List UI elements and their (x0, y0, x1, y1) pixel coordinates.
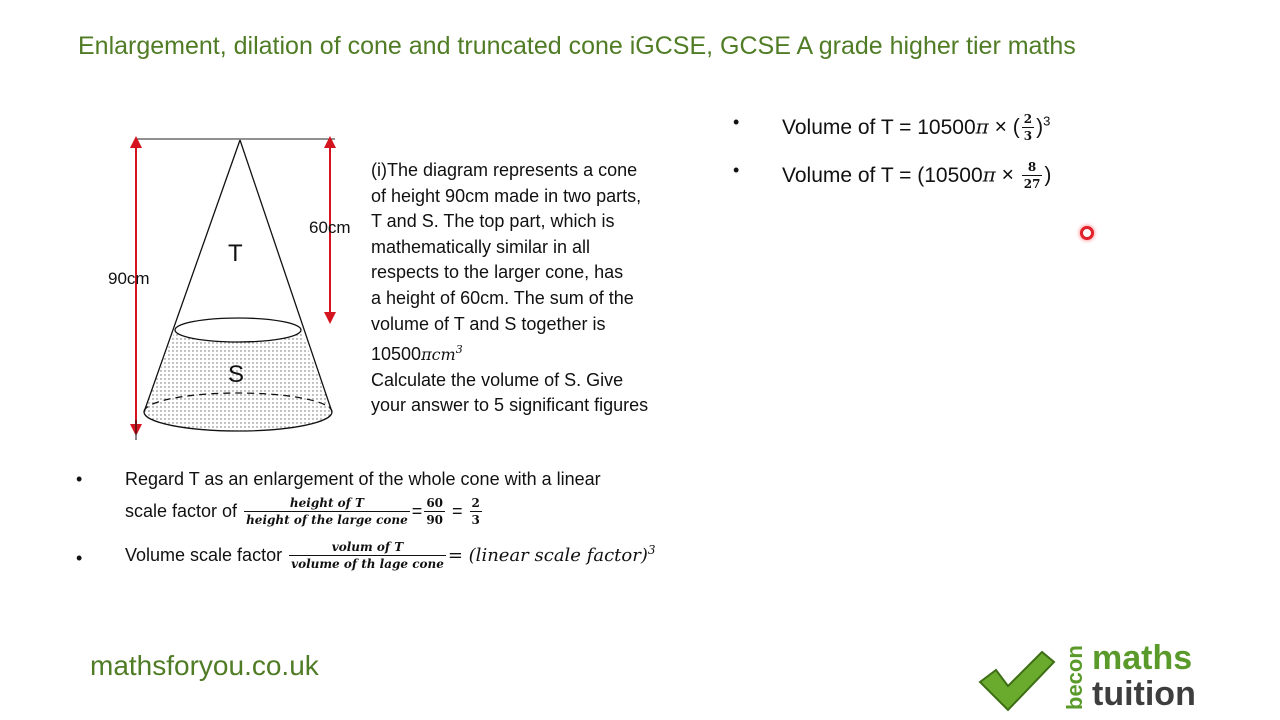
brand-maths: maths (1092, 639, 1193, 677)
working-line-1 (733, 112, 1050, 144)
bullet-dot: • (733, 112, 740, 132)
bullet-line: Regard T as an enlargement of the whole cone with a linear (125, 469, 601, 489)
fraction-denominator: 3 (1023, 129, 1033, 143)
cone-diagram (100, 130, 360, 445)
bullet-linear-scale (76, 469, 736, 528)
equals-sign: = (447, 500, 468, 521)
pi-symbol: π (982, 162, 996, 187)
bullet-volume-scale (76, 540, 756, 572)
fraction-numerator: 2 (1023, 112, 1033, 126)
fraction-denominator: height of the large cone (246, 513, 408, 527)
question-line: mathematically similar in all (371, 236, 591, 257)
close-paren: ) (1044, 163, 1052, 187)
label-T: T (228, 240, 243, 267)
label-90cm: 90cm (108, 269, 150, 288)
working-line-2 (733, 160, 1051, 192)
brand-becon: becon (1062, 645, 1087, 710)
checkmark-logo-icon (976, 648, 1056, 712)
question-line: (i)The diagram represents a cone (371, 160, 638, 180)
height-ratio-fraction (244, 496, 410, 528)
ratio-8-27 (1022, 160, 1043, 192)
bullet-dot: • (76, 469, 83, 489)
bullet-dot: • (733, 160, 740, 180)
fraction-denominator: volume of th lage cone (291, 557, 444, 571)
question-line: Calculate the volume of S. Give (371, 369, 624, 390)
close-paren: ) (1036, 115, 1044, 139)
question-line: your answer to 5 significant figures (371, 395, 649, 416)
ratio-2-3 (1022, 112, 1034, 144)
scale-factor-label: scale factor of (125, 500, 238, 521)
fraction-numerator: 60 (426, 496, 444, 510)
label-60cm: 60cm (309, 218, 351, 237)
ratio-2-3 (470, 496, 482, 528)
question-line: T and S. The top part, which is (371, 211, 615, 232)
equals-sign: = (411, 500, 423, 521)
volume-exponent: 3 (455, 343, 463, 357)
site-url[interactable]: mathsforyou.co.uk (90, 650, 319, 681)
question-line: respects to the larger cone, has (371, 262, 624, 283)
volume-total (371, 337, 711, 368)
cube-exponent: 3 (647, 542, 656, 557)
volume-value: 10500 (371, 344, 422, 365)
pi-symbol: π (975, 114, 989, 139)
fraction-denominator: 90 (426, 513, 444, 527)
working-text: Volume of T = 10500 (782, 115, 976, 139)
fraction-numerator: 8 (1022, 160, 1043, 176)
linear-scale-expression: = (linear scale factor) (447, 544, 648, 566)
linear-scale-equation (125, 496, 736, 528)
bullet-dot: • (76, 548, 83, 568)
fraction-numerator: 2 (471, 496, 480, 510)
volume-unit: πcm (421, 345, 456, 365)
slide-title: Enlargement, dilation of cone and truncated cone iGCSE, GCSE A grade higher tier maths (78, 32, 1076, 60)
question-line: of height 90cm made in two parts, (371, 185, 642, 206)
volume-scale-equation (125, 540, 756, 572)
times-open: × ( (988, 115, 1020, 139)
label-S: S (228, 361, 245, 388)
times-sign: × (995, 163, 1020, 187)
cube-exponent: 3 (1043, 113, 1051, 129)
laser-pointer (1080, 226, 1094, 240)
ratio-60-90 (424, 496, 445, 528)
cut-ellipse (175, 318, 301, 342)
fraction-denominator: 3 (471, 513, 480, 527)
volume-ratio-fraction (289, 540, 446, 572)
question-line: volume of T and S together is (371, 313, 606, 334)
volume-scale-label: Volume scale factor (125, 544, 283, 565)
brand-tuition: tuition (1092, 675, 1196, 713)
fraction-numerator: volum of T (289, 540, 446, 556)
fraction-numerator: height of T (244, 496, 410, 512)
question-text (371, 158, 711, 419)
fraction-denominator: 27 (1023, 177, 1041, 191)
working-text: Volume of T = (10500 (782, 163, 983, 187)
question-line: a height of 60cm. The sum of the (371, 287, 634, 308)
